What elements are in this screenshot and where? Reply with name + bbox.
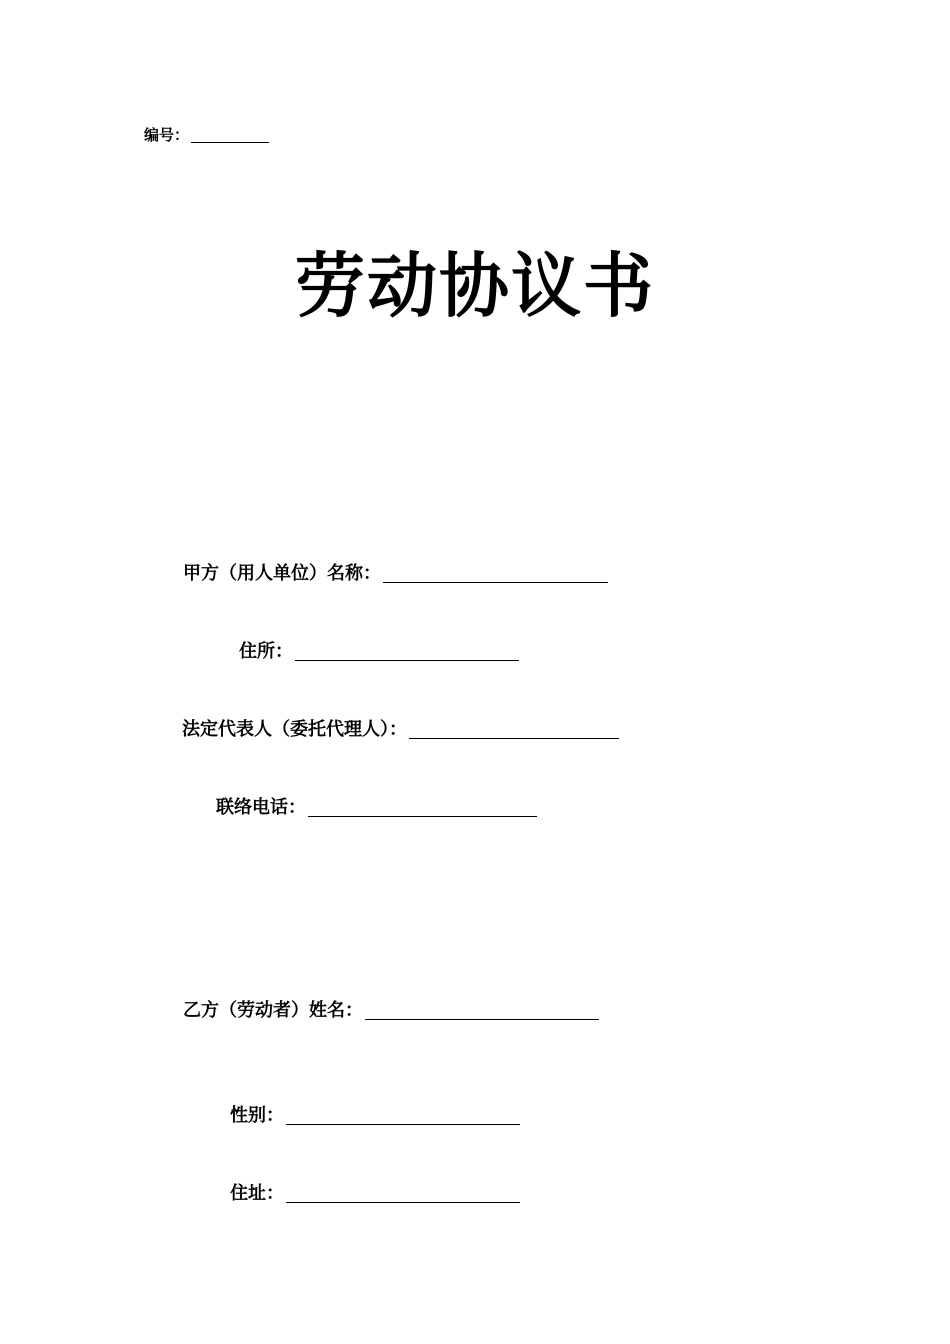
party-a-representative-label: 法定代表人（委托代理人）：	[182, 719, 407, 740]
party-b-gender-field	[230, 1105, 520, 1127]
party-a-address-label: 住所：	[239, 641, 293, 662]
party-a-address-field	[239, 641, 519, 663]
party-a-name-label: 甲方（用人单位）名称：	[183, 563, 381, 584]
party-b-name-label: 乙方（劳动者）姓名：	[183, 1000, 363, 1021]
document-title: 劳动协议书	[295, 244, 655, 327]
party-a-name-blank[interactable]	[383, 564, 608, 583]
party-a-name-field	[183, 563, 608, 585]
party-a-representative-field	[182, 719, 619, 741]
party-b-gender-label: 性别：	[230, 1105, 284, 1126]
party-b-address-blank[interactable]	[286, 1184, 520, 1203]
party-b-name-field	[183, 1000, 599, 1022]
party-a-phone-blank[interactable]	[308, 798, 537, 817]
party-b-address-label: 住址：	[230, 1183, 284, 1204]
party-a-representative-blank[interactable]	[409, 720, 619, 739]
party-a-phone-field	[216, 797, 537, 819]
party-a-phone-label: 联络电话：	[216, 797, 306, 818]
party-b-address-field	[230, 1183, 520, 1205]
party-a-address-blank[interactable]	[295, 642, 519, 661]
party-b-gender-blank[interactable]	[286, 1106, 520, 1125]
document-number-blank[interactable]	[191, 128, 269, 143]
document-number-label: 编号：	[144, 126, 190, 144]
party-b-name-blank[interactable]	[365, 1001, 599, 1020]
document-number-field	[144, 126, 269, 144]
